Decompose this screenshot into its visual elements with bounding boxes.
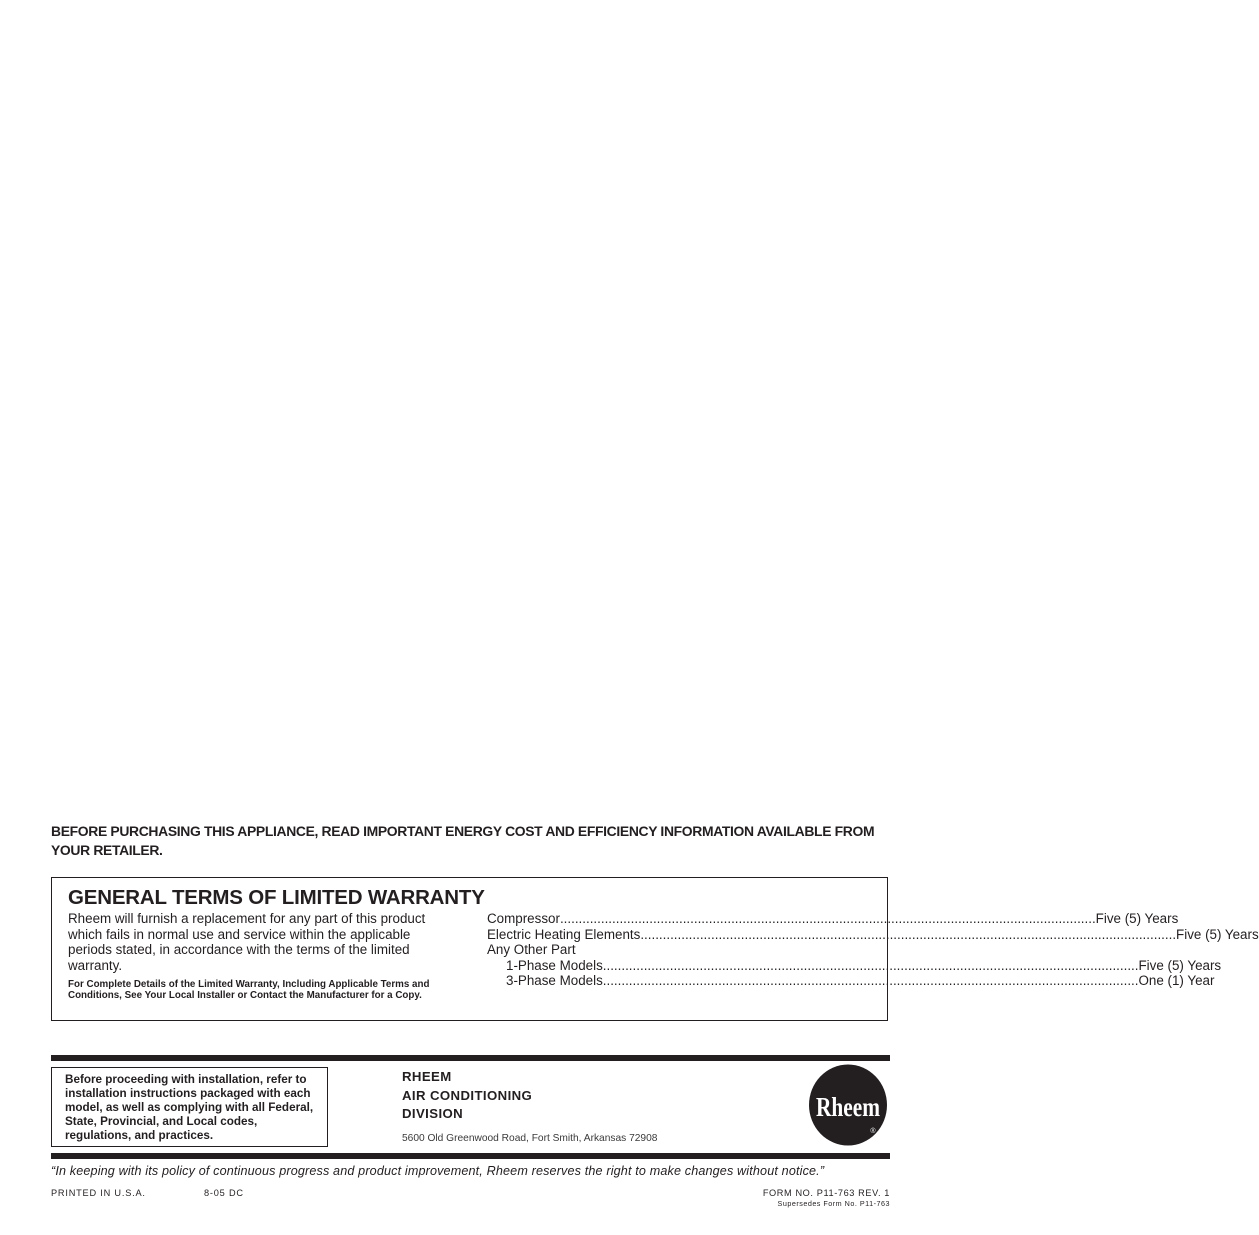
warranty-fine-print: For Complete Details of the Limited Warranty, Including Applicable Terms and Conditions, See Your Local Installer or Contact the Manufacturer for a Copy. xyxy=(68,979,430,1002)
install-notice-box xyxy=(51,1067,328,1147)
term-label: Electric Heating Elements xyxy=(487,926,641,942)
printed-in-label: PRINTED IN U.S.A. xyxy=(51,1188,146,1198)
term-row-compressor xyxy=(487,911,1179,927)
company-address: 5600 Old Greenwood Road, Fort Smith, Arkansas 72908 xyxy=(402,1133,658,1144)
term-value: Five (5) Years xyxy=(1095,911,1179,926)
dot-leader xyxy=(640,927,1176,943)
term-row-any-other-part xyxy=(487,942,867,958)
term-label: Compressor xyxy=(487,911,560,926)
rheem-logo xyxy=(808,1064,888,1146)
term-label: 3-Phase Models xyxy=(506,973,603,988)
install-notice-text: Before proceeding with installation, refer to installation instructions packaged with each model, as well as complying with all Federal, State, Provincial, and Local codes, regulations, and practices. xyxy=(65,1073,314,1142)
dot-leader xyxy=(560,911,1096,927)
term-value: Five (5) Years xyxy=(1138,957,1222,973)
dot-leader xyxy=(603,973,1139,989)
supersedes-note: Supersedes Form No. P11-763 xyxy=(777,1199,890,1208)
form-number: FORM NO. P11-763 REV. 1 xyxy=(762,1188,890,1198)
date-code: 8-05 DC xyxy=(204,1188,244,1198)
dot-leader xyxy=(603,958,1139,974)
term-row-1-phase xyxy=(487,957,1222,974)
registered-mark: ® xyxy=(870,1128,876,1135)
energy-notice: BEFORE PURCHASING THIS APPLIANCE, READ IMPORTANT ENERGY COST AND EFFICIENCY INFORMATION AVAILABLE FROM YOUR RETAILER. xyxy=(51,824,875,859)
term-value: Five (5) Years xyxy=(1176,926,1259,942)
warranty-box xyxy=(51,877,1259,1021)
policy-quote: “In keeping with its policy of continuous progress and product improvement, Rheem reserves the right to make changes without notice.” xyxy=(51,1164,825,1178)
bottom-divider-bar xyxy=(51,1153,890,1159)
term-row-electric-heating xyxy=(487,926,1259,943)
warranty-title: GENERAL TERMS OF LIMITED WARRANTY xyxy=(68,886,485,909)
term-value: One (1) Year xyxy=(1138,973,1215,988)
company-line-1: RHEEM xyxy=(402,1069,452,1084)
top-divider-bar xyxy=(51,1055,890,1061)
company-line-2: AIR CONDITIONING xyxy=(402,1087,533,1103)
company-name xyxy=(402,1068,532,1124)
term-row-3-phase xyxy=(487,973,1215,989)
logo-text: Rheem xyxy=(816,1092,881,1122)
warranty-body: Rheem will furnish a replacement for any part of this product which fails in normal use and service within the applicable periods stated, in accordance with the terms of the limited warranty. xyxy=(68,911,426,973)
term-label: 1-Phase Models xyxy=(506,957,603,973)
term-label: Any Other Part xyxy=(487,942,576,957)
company-line-3: DIVISION xyxy=(402,1106,464,1121)
warranty-terms-list xyxy=(487,911,1259,989)
